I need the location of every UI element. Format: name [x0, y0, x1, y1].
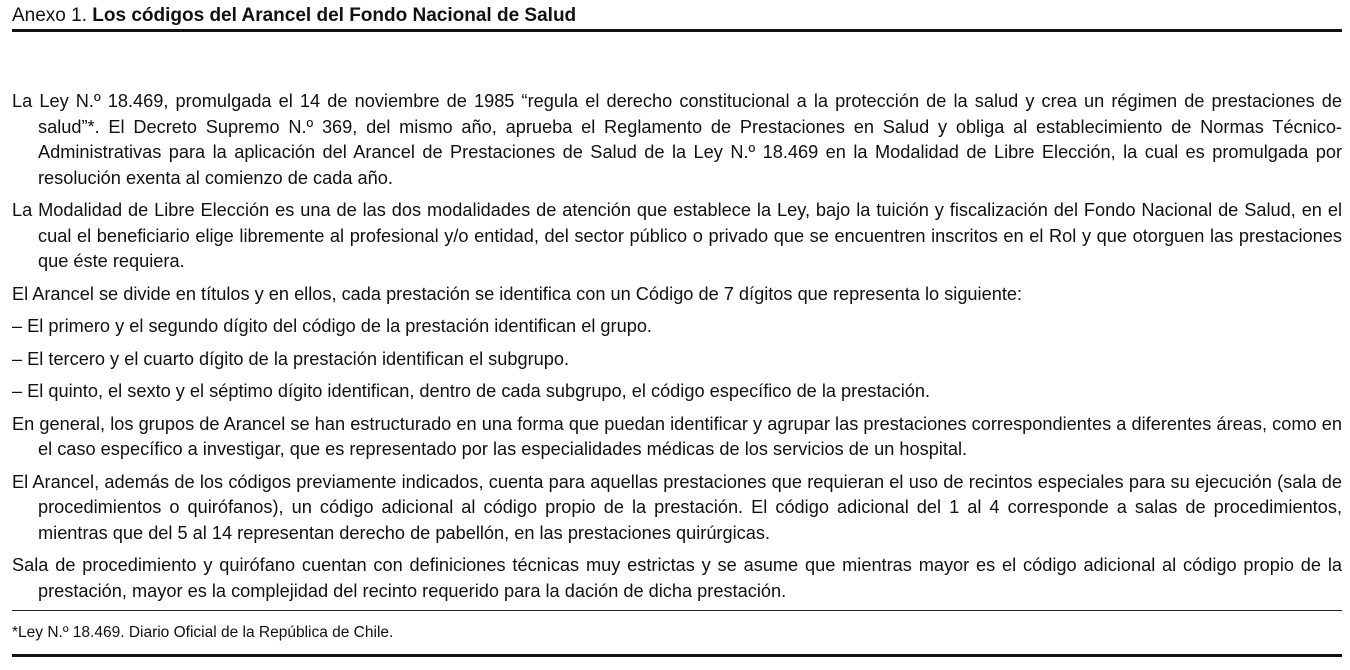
paragraph-sala-quirofano: Sala de procedimiento y quirófano cuentan con definiciones técnicas muy estrictas y se asume que mientras mayor es el código adicional al código propio de la prestación, mayor es la complejidad del recinto requerido para la dación de dicha prestación.: [12, 555, 1342, 601]
annex-title: Los códigos del Arancel del Fondo Nacional de Salud: [92, 5, 577, 26]
footnote: *Ley N.º 18.469. Diario Oficial de la República de Chile.: [12, 624, 394, 641]
header-divider: [12, 29, 1342, 32]
bottom-divider: [12, 654, 1342, 657]
paragraph-ley-18469: La Ley N.º 18.469, promulgada el 14 de noviembre de 1985 “regula el derecho constitucional a la protección de la salud y crea un régimen de prestaciones de salud”*. El Decreto Supremo N.º 369, del mismo año, aprueba el Reglamento de Prestaciones en Salud y obliga al establecimiento de Normas Técnico-Administrativas para la aplicación del Arancel de Prestaciones de Salud de la Ley N.º 18.469 en la Modalidad de Libre Elección, la cual es promulgada por resolución exenta al comienzo de cada año.: [12, 91, 1342, 188]
annex-body: [12, 89, 1342, 611]
paragraph-grupos-arancel: En general, los grupos de Arancel se han estructurado en una forma que puedan identificar y agrupar las prestaciones correspondientes a diferentes áreas, como en el caso específico a investigar, que es representado por las especialidades médicas de los servicios de un hospital.: [12, 413, 1342, 459]
paragraph-arancel-codigo: El Arancel se divide en títulos y en ellos, cada prestación se identifica con un Código de 7 dígitos que representa lo siguiente:: [12, 283, 1023, 304]
annex-header: [12, 4, 1342, 29]
list-item-grupo: – El primero y el segundo dígito del código de la prestación identifican el grupo.: [12, 316, 652, 336]
paragraph-modalidad-libre-eleccion: La Modalidad de Libre Elección es una de las dos modalidades de atención que establece la Ley, bajo la tuición y fiscalización del Fondo Nacional de Salud, en el cual el beneficiario elige libremente al profesional y/o entidad, del sector público o privado que se encuentren inscritos en el Rol y que otorguen las prestaciones que éste requiera.: [12, 200, 1342, 271]
footnote-divider: [12, 610, 1342, 611]
annex-label: Anexo 1.: [12, 5, 87, 26]
list-item-subgrupo: – El tercero y el cuarto dígito de la prestación identifican el subgrupo.: [12, 348, 570, 369]
paragraph-codigo-adicional: El Arancel, además de los códigos previamente indicados, cuenta para aquellas prestaciones que requieran el uso de recintos especiales para su ejecución (sala de procedimientos o quirófanos), un código adicional al código propio de la prestación. El código adicional del 1 al 4 corresponde a salas de procedimientos, mientras que del 5 al 14 representan derecho de pabellón, en las prestaciones quirúrgicas.: [12, 471, 1342, 543]
list-item-codigo-especifico: – El quinto, el sexto y el séptimo dígito identifican, dentro de cada subgrupo, el código específico de la prestación.: [12, 381, 931, 401]
